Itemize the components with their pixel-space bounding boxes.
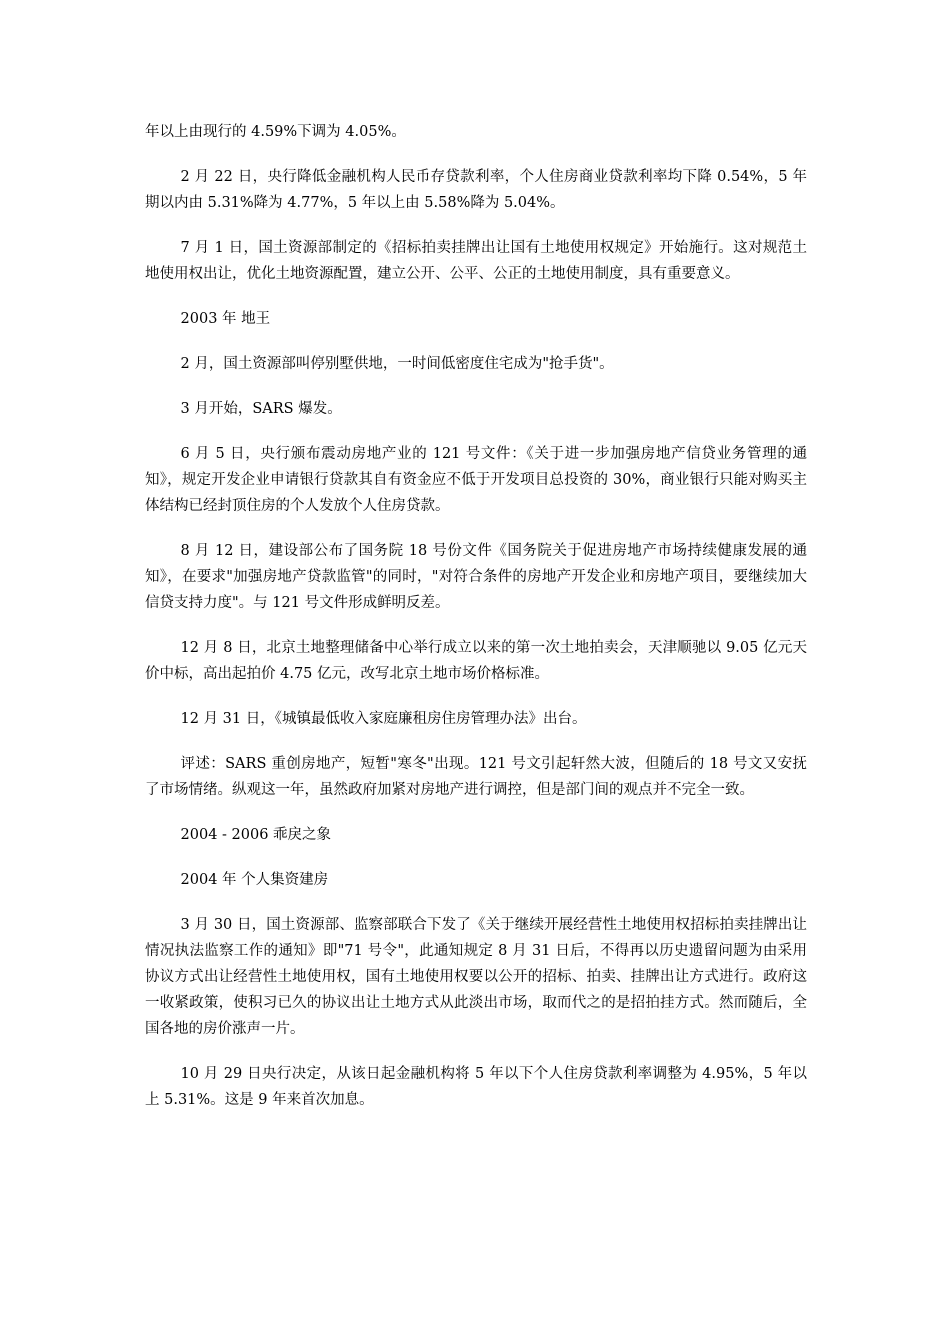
section-heading-2004: 2004 年 个人集资建房 — [180, 872, 329, 888]
paragraph-commentary-2003: 评述：SARS 重创房地产，短暂"寒冬"出现。121 号文引起轩然大波，但随后的 18 号文又安抚了市场情绪。纵观这一年，虽然政府加紧对房地产进行调控，但是部门间的观点并不完全一致。 — [145, 756, 807, 798]
paragraph-rate-cut-continued: 年以上由现行的 4.59%下调为 4.05%。 — [145, 124, 406, 140]
section-heading-2004-2006: 2004 - 2006 乖戾之象 — [180, 827, 332, 843]
paragraph-mar-30-order-71: 3 月 30 日，国土资源部、监察部联合下发了《关于继续开展经营性土地使用权招标拍卖挂牌出让情况执法监察工作的通知》即"71 号令"，此通知规定 8 月 31 日后，不得再以历史遗留问题为由采用协议方式出让经营性土地使用权，国有土地使用权要以公开的招标、拍卖、挂牌出让方式进行。政府这一收紧政策，使积习已久的协议出让土地方式从此淡出市场，取而代之的是招拍挂方式。然而随后，全国各地的房价涨声一片。 — [145, 917, 807, 1037]
section-heading-2003: 2003 年 地王 — [180, 311, 271, 327]
paragraph-mar-sars: 3 月开始，SARS 爆发。 — [180, 401, 342, 417]
paragraph-dec-8-land-auction: 12 月 8 日，北京土地整理储备中心举行成立以来的第一次土地拍卖会，天津顺驰以 9.05 亿元天价中标，高出起拍价 4.75 亿元，改写北京土地市场价格标准。 — [145, 640, 807, 682]
document-page — [145, 119, 807, 1132]
paragraph-oct-29-rate-hike: 10 月 29 日央行决定，从该日起金融机构将 5 年以下个人住房贷款利率调整为 4.95%，5 年以上 5.31%。这是 9 年来首次加息。 — [145, 1066, 807, 1108]
paragraph-feb-22-rate-cut: 2 月 22 日，央行降低金融机构人民币存贷款利率，个人住房商业贷款利率均下降 0.54%，5 年期以内由 5.31%降为 4.77%，5 年以上由 5.58%降为 5.04%。 — [145, 169, 807, 211]
paragraph-dec-31-low-rent-housing: 12 月 31 日，《城镇最低收入家庭廉租房住房管理办法》出台。 — [180, 711, 587, 727]
paragraph-jun-5-document-121: 6 月 5 日，央行颁布震动房地产业的 121 号文件：《关于进一步加强房地产信贷业务管理的通知》，规定开发企业申请银行贷款其自有资金应不低于开发项目总投资的 30%，商业银行只能对购买主体结构已经封顶住房的个人发放个人住房贷款。 — [145, 446, 807, 514]
paragraph-aug-12-document-18: 8 月 12 日，建设部公布了国务院 18 号份文件《国务院关于促进房地产市场持续健康发展的通知》，在要求"加强房地产贷款监管"的同时，"对符合条件的房地产开发企业和房地产项目，要继续加大信贷支持力度"。与 121 号文件形成鲜明反差。 — [145, 543, 807, 611]
paragraph-jul-1-land-regulation: 7 月 1 日，国土资源部制定的《招标拍卖挂牌出让国有土地使用权规定》开始施行。这对规范土地使用权出让，优化土地资源配置，建立公开、公平、公正的土地使用制度，具有重要意义。 — [145, 240, 807, 282]
paragraph-feb-villa-land-halt: 2 月，国土资源部叫停别墅供地，一时间低密度住宅成为"抢手货"。 — [180, 356, 614, 372]
